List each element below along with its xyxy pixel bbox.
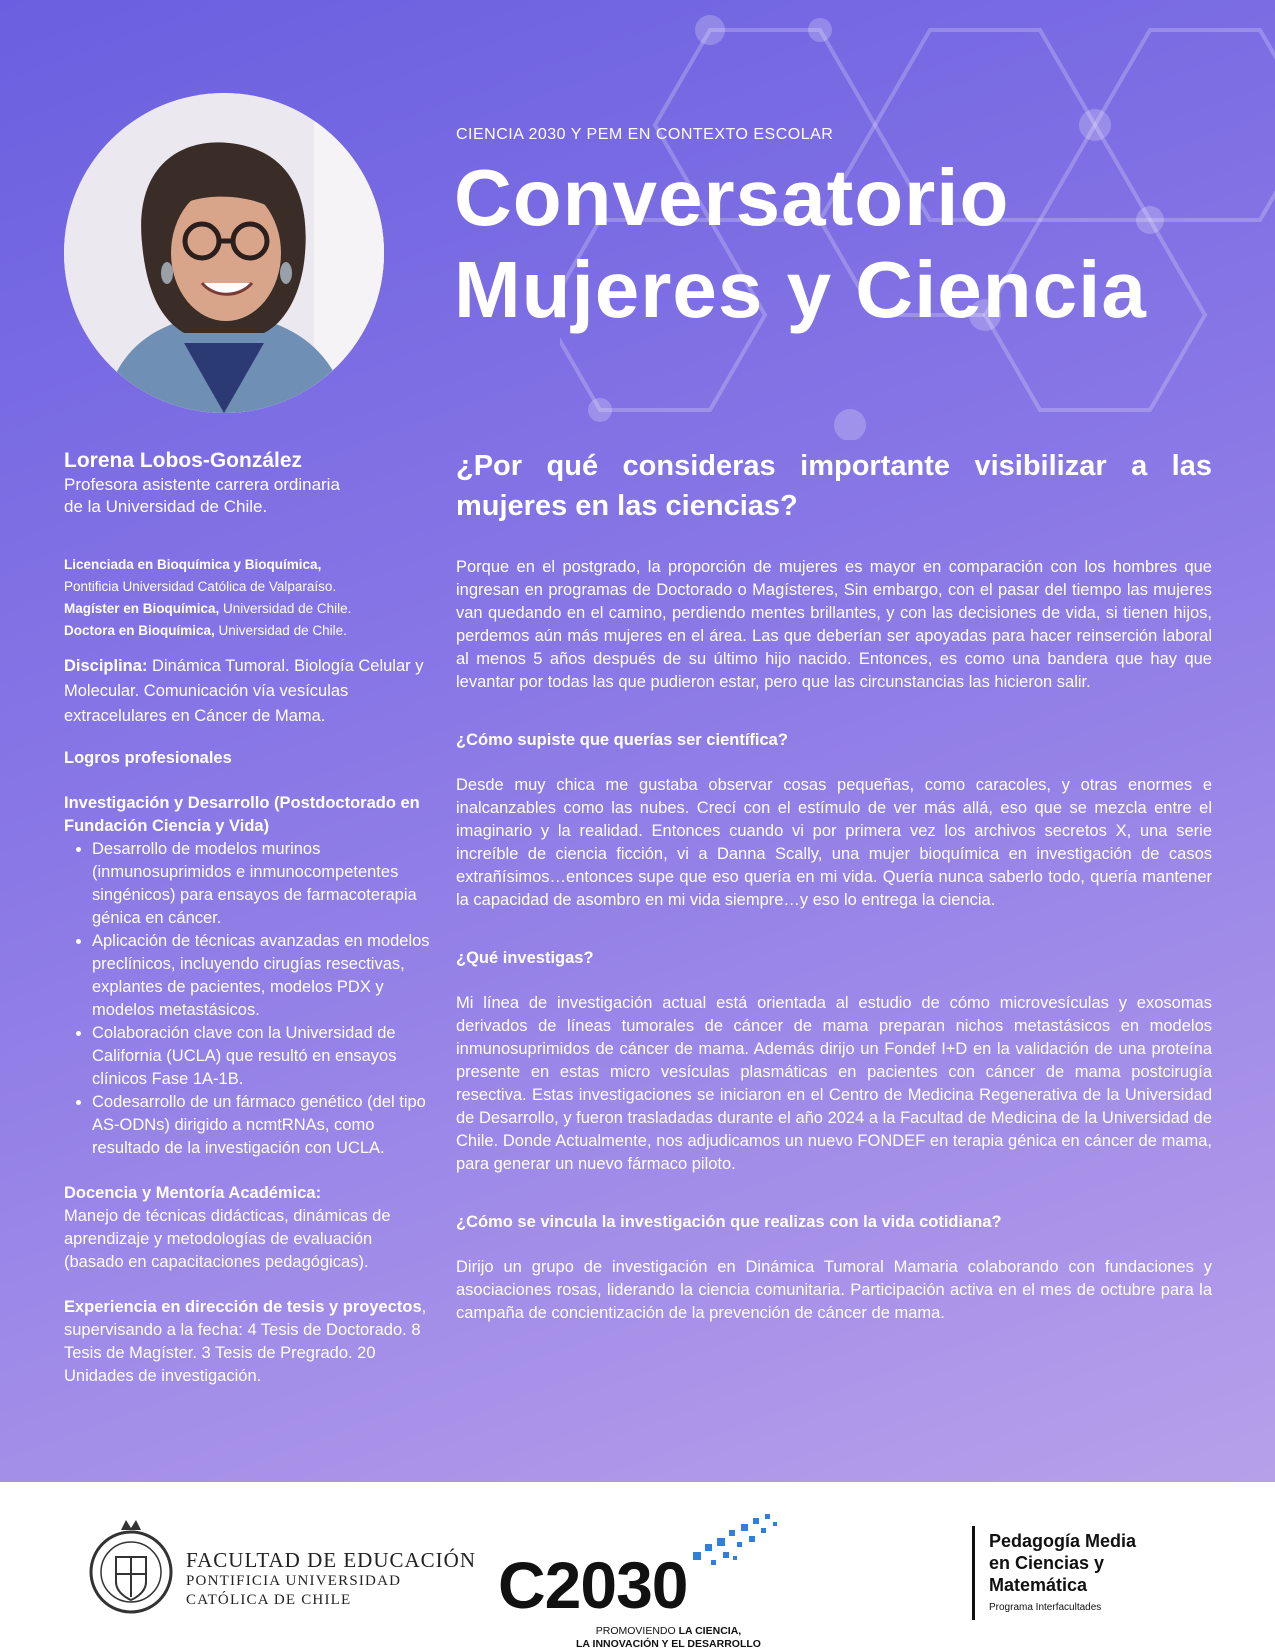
pixel-burst-icon — [683, 1512, 788, 1582]
list-item: • Colaboración clave con la Universidad de California (UCLA) que resultó en ensayos clínicos Fase 1A-1B. — [92, 1022, 434, 1091]
list-item: • Codesarrollo de un fármaco genético (del tipo AS-ODNs) dirigido a ncmtRNAs, como resultado de la investigación con UCLA. — [92, 1091, 434, 1160]
question-2: ¿Cómo supiste que querías ser científica? — [456, 731, 788, 749]
event-title — [454, 152, 1147, 336]
thesis-title: Experiencia en dirección de tesis y proyectos — [64, 1298, 422, 1316]
main-answer: Porque en el postgrado, la proporción de mujeres es mayor en comparación con los hombres que ingresan en programas de Doctorado o Magísteres, Sin embargo, con el pasar del tiempo las mujeres van quedando en el camino, perdiendo mentes brillantes, y con las decisiones de vida, si tienen hijos, perdemos aún más mujeres en el área. Las que deberían ser apoyadas para hacer reinserción laboral al menos 5 años después de su último hijo nacido. Entonces, es como una bandera que hay que levantar por todas las que pudieron estar, pero que las circunstancias las hicieron salir. — [456, 558, 1212, 691]
rd-title: Investigación y Desarrollo (Postdoctorado en Fundación Ciencia y Vida) — [64, 794, 420, 835]
profile-name: Lorena Lobos-González — [64, 449, 303, 472]
profile-photo — [64, 93, 384, 413]
rd-list — [64, 838, 434, 1160]
list-item: • Desarrollo de modelos murinos (inmunosuprimidos e inmunocompetentes singénicos) para ensayos de farmacoterapia génica en cáncer. — [92, 838, 434, 930]
degree-item: Pontificia Universidad Católica de Valparaíso. — [64, 579, 337, 594]
c2030-wordmark: C2030 — [498, 1548, 688, 1622]
question-3: ¿Qué investigas? — [456, 949, 594, 967]
profile-position-2: de la Universidad de Chile. — [64, 497, 268, 516]
degree-item: Magíster en Bioquímica, Universidad de Chile. — [64, 601, 352, 616]
footer — [0, 1482, 1275, 1650]
teaching-text: Manejo de técnicas didácticas, dinámicas de aprendizaje y metodologías de evaluación (basado en capacitaciones pedagógicas). — [64, 1207, 391, 1271]
list-item: • Aplicación de técnicas avanzadas en modelos preclínicos, incluyendo cirugías resectivas, explantes de pacientes, modelos PDX y modelos metastásicos. — [92, 930, 434, 1022]
thesis-paragraph — [64, 1296, 434, 1388]
pmcm-line-3: Matemática — [989, 1575, 1088, 1595]
title-line-2: Mujeres y Ciencia — [454, 245, 1147, 334]
main-question: ¿Por qué consideras importante visibilizar a las mujeres en las ciencias? — [456, 450, 1212, 522]
degree-item: Licenciada en Bioquímica y Bioquímica, — [64, 557, 322, 572]
pmcm-logo — [972, 1526, 1136, 1620]
faculty-line-3: CATÓLICA DE CHILE — [186, 1592, 352, 1608]
discipline-text: Dinámica Tumoral. Biología Celular y Molecular. Comunicación vía vesículas extracelulares en Cáncer de Mama. — [64, 657, 424, 725]
title-line-1: Conversatorio — [454, 153, 1010, 242]
degrees-list — [64, 554, 434, 642]
answer-2: Desde muy chica me gustaba observar cosas pequeñas, como caracoles, y otras enormes e inalcanzables como las nubes. Crecí con el estímulo de ver más allá, eso que se mezcla entre el imaginario y la realidad. Entonces cuando vi por primera vez los archivos secretos X, una serie increíble de ciencia ficción, vi a Danna Scally, una mujer bioquímica en investigación de casos extrañísimos…entonces supe que eso quería en mi vida. Quería nunca saberlo todo, quería mantener la capacidad de asombro en mi vida siempre…y eso lo entrega la ciencia. — [456, 776, 1212, 909]
faculty-line-2: PONTIFICIA UNIVERSIDAD — [186, 1573, 402, 1589]
pmcm-line-1: Pedagogía Media — [989, 1531, 1137, 1551]
degree-item: Doctora en Bioquímica, Universidad de Chile. — [64, 623, 347, 638]
pmcm-subtitle: Programa Interfacultades — [989, 1602, 1102, 1613]
c2030-tagline: PROMOVIENDO LA CIENCIA, LA INNOVACIÓN Y EL DESARROLLO — [576, 1625, 761, 1650]
profile-position-1: Profesora asistente carrera ordinaria — [64, 475, 340, 494]
event-kicker: CIENCIA 2030 Y PEM EN CONTEXTO ESCOLAR — [456, 126, 834, 143]
university-seal-icon — [86, 1502, 176, 1622]
answer-4: Dirijo un grupo de investigación en Dinámica Tumoral Mamaria colaborando con fundaciones y asociaciones rosas, liderando la ciencia comunitaria. Participación activa en el mes de octubre para la campaña de concientización de la prevención de cáncer de mama. — [456, 1258, 1212, 1322]
thesis-text: , supervisando a la fecha: 4 Tesis de Doctorado. 8 Tesis de Magíster. 3 Tesis de Pregrado. 20 Unidades de investigación. — [64, 1298, 427, 1385]
answer-3: Mi línea de investigación actual está orientada al estudio de cómo microvesículas y exosomas derivados de líneas tumorales de cáncer de mama preparan nichos metastásicos en modelos inmunosuprimidos de cáncer de mama. Además dirijo un Fondef I+D en la validación de una proteína presente en estas micro vesículas plasmáticas en pacientes con cáncer de mama postcirugía resectiva. Estas investigaciones se iniciaron en el Centro de Medicina Regenerativa de la Universidad de Desarrollo, y fueron trasladadas durante el año 2024 a la Facultad de Medicina de la Universidad de Chile. Donde Actualmente, nos adjudicamos un nuevo FONDEF en terapia génica en cáncer de mama, para generar un nuevo fármaco piloto. — [456, 994, 1212, 1173]
interview-column — [456, 446, 1212, 1325]
faculty-line-1: FACULTAD DE EDUCACIÓN — [186, 1548, 476, 1572]
faculty-logo-text — [186, 1548, 476, 1610]
portrait-illustration — [64, 93, 384, 413]
discipline — [64, 654, 434, 729]
question-4: ¿Cómo se vincula la investigación que realizas con la vida cotidiana? — [456, 1213, 1002, 1231]
c2030-logo — [498, 1512, 788, 1650]
achievements-title: Logros profesionales — [64, 749, 232, 767]
teaching-title: Docencia y Mentoría Académica: — [64, 1184, 322, 1202]
profile-column — [64, 448, 434, 1388]
discipline-label: Disciplina: — [64, 657, 148, 675]
pmcm-line-2: en Ciencias y — [989, 1553, 1105, 1573]
